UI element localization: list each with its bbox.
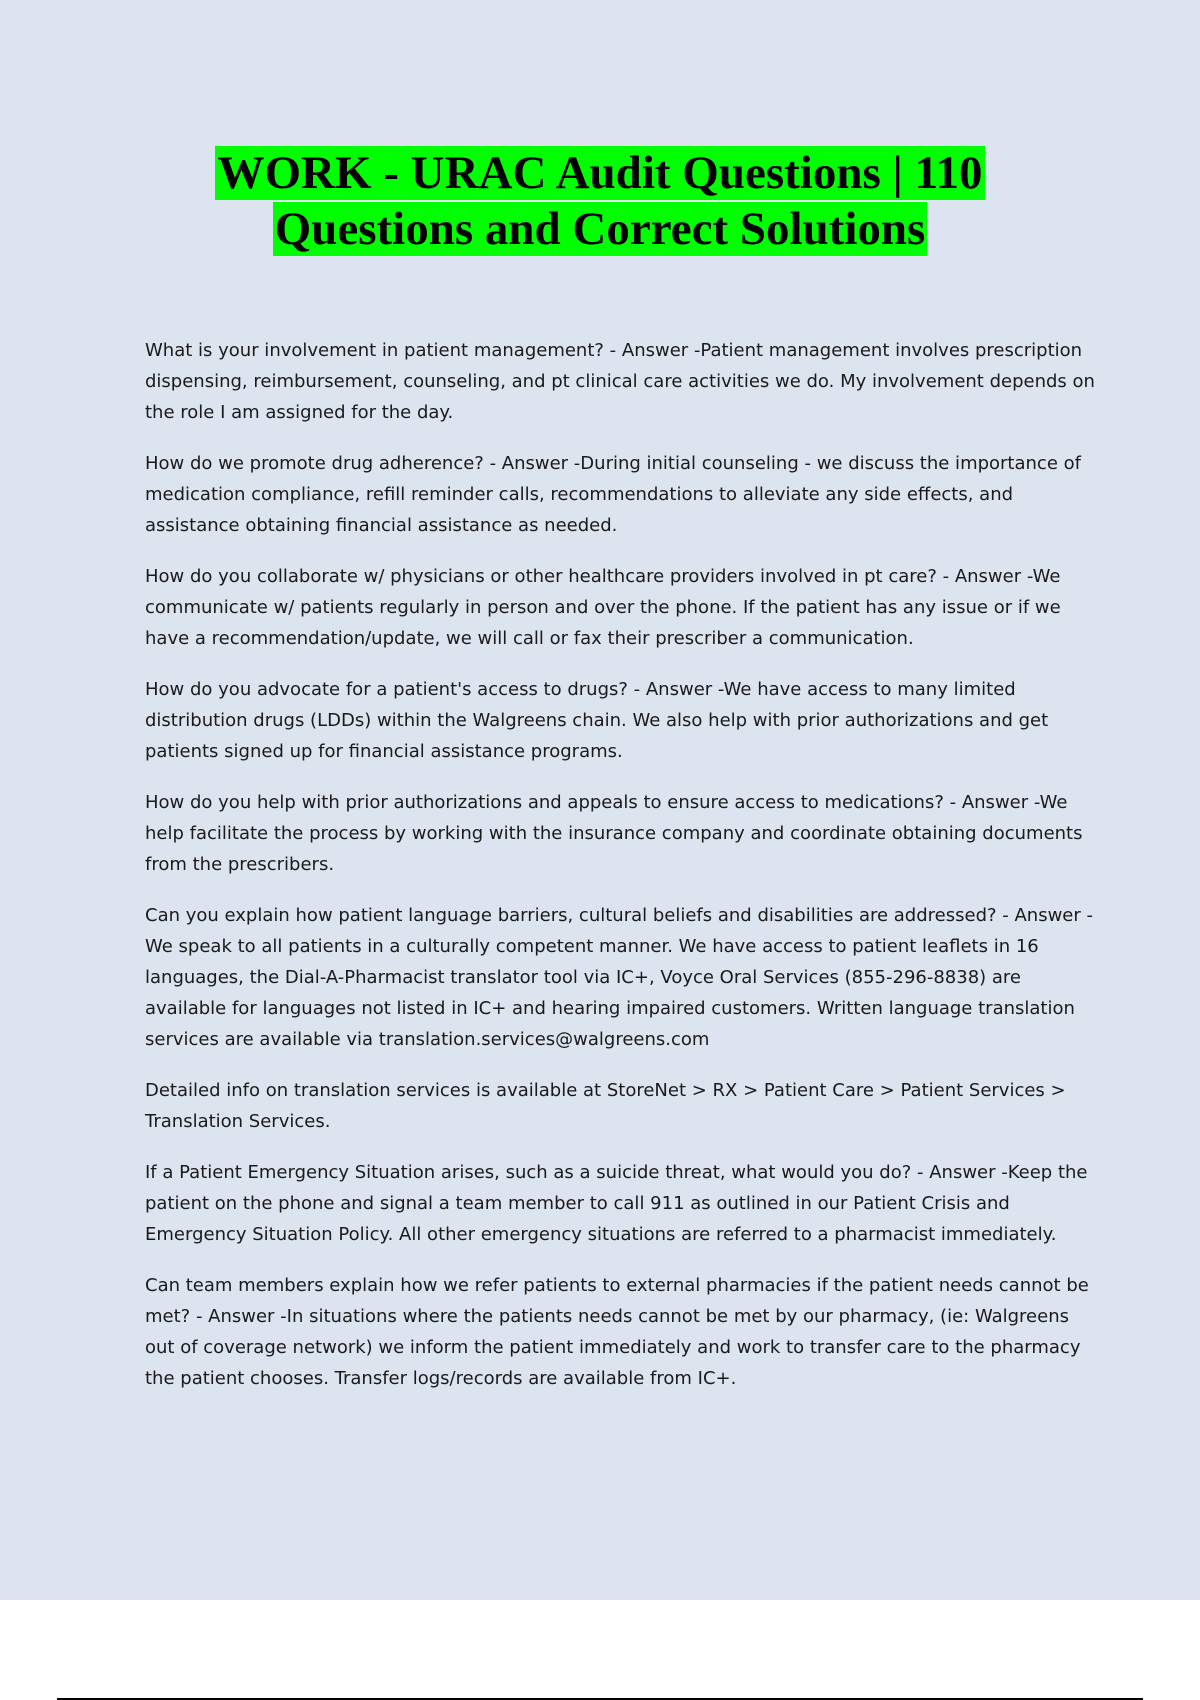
qa-paragraph: What is your involvement in patient management? - Answer -Patient management involves prescription dispensing, reimbursement, counseling, and pt clinical care activities we do. My involvement depends on the role I am assigned for the day. [145,340,1095,423]
document-title [0,146,1200,256]
document-body [145,335,1095,1414]
qa-paragraph: How do you help with prior authorizations and appeals to ensure access to medications? - Answer -We help facilitate the process by working with the insurance company and coordinate obtaining documents from the prescribers. [145,792,1083,875]
qa-paragraph: How do we promote drug adherence? - Answer -During initial counseling - we discuss the importance of medication compliance, refill reminder calls, recommendations to alleviate any side effects, and assistance obtaining financial assistance as needed. [145,453,1081,536]
qa-paragraph: Can team members explain how we refer patients to external pharmacies if the patient needs cannot be met? - Answer -In situations where the patients needs cannot be met by our pharmacy, (ie: Walgreens out of coverage network) we inform the patient immediately and work to transfer care to the pharmacy the patient chooses. Transfer logs/records are available from IC+. [145,1275,1089,1389]
title-line-1: WORK - URAC Audit Questions | 110 [217,147,983,199]
qa-paragraph: How do you advocate for a patient's access to drugs? - Answer -We have access to many limited distribution drugs (LDDs) within the Walgreens chain. We also help with prior authorizations and get patients signed up for financial assistance programs. [145,679,1049,762]
title-line-2: Questions and Correct Solutions [274,203,926,255]
qa-paragraph: Can you explain how patient language barriers, cultural beliefs and disabilities are addressed? - Answer -We speak to all patients in a culturally competent manner. We have access to patient leaflets in 16 languages, the Dial-A-Pharmacist translator tool via IC+, Voyce Oral Services (855-296-8838) are available for languages not listed in IC+ and hearing impaired customers. Written language translation services are available via translation.services@walgreens.com [145,905,1093,1050]
qa-paragraph: Detailed info on translation services is available at StoreNet > RX > Patient Care > Patient Services > Translation Services. [145,1080,1066,1132]
qa-paragraph: How do you collaborate w/ physicians or other healthcare providers involved in pt care? - Answer -We communicate w/ patients regularly in person and over the phone. If the patient has any issue or if we have a recommendation/update, we will call or fax their prescriber a communication. [145,566,1061,649]
qa-paragraph: If a Patient Emergency Situation arises, such as a suicide threat, what would you do? - Answer -Keep the patient on the phone and signal a team member to call 911 as outlined in our Patient Crisis and Emergency Situation Policy. All other emergency situations are referred to a pharmacist immediately. [145,1162,1088,1245]
